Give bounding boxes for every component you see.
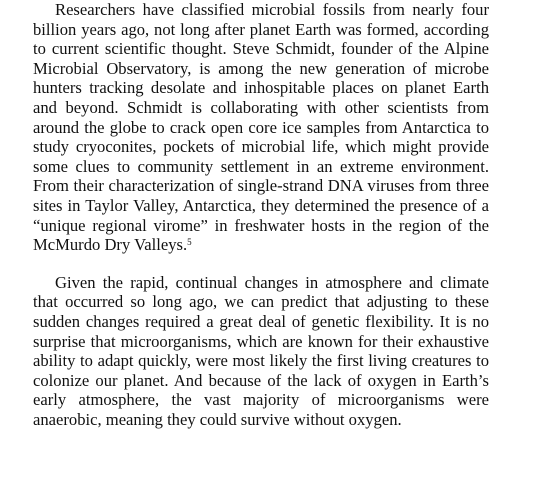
footnote-marker[interactable]: 5 [187, 237, 192, 248]
paragraph-2 [33, 273, 489, 430]
paragraph-1-text: Researchers have classified microbial fossils from nearly four billion years ago, not long after planet Earth was formed, according to current scientific thought. Steve Schmidt, founder of the Alpine Microbial Observatory, is among the new generation of microbe hunters tracking desolate and inhospitable places on planet Earth and beyond. Schmidt is collaborating with other scientists from around the globe to crack open core ice samples from Antarctica to study cryoconites, pockets of microbial life, which might provide some clues to community settlement in an extreme environment. From their characterization of single-strand DNA viruses from three sites in Taylor Valley, Antarctica, they determined the presence of a “unique regional virome” in freshwater hosts in the region of the McMurdo Dry Valleys. [33, 0, 489, 255]
paragraph-1 [33, 0, 489, 255]
paragraph-2-text: Given the rapid, continual changes in atmosphere and climate that occurred so long ago, we can predict that adjusting to these sudden changes required a great deal of genetic flexibility. It is no surprise that microorganisms, which are known for their exhaustive ability to adapt quickly, were most likely the first living creatures to colonize our planet. And because of the lack of oxygen in Earth’s early atmosphere, the vast majority of microorganisms were anaerobic, meaning they could survive without oxygen. [33, 272, 489, 429]
document-body [33, 0, 489, 429]
